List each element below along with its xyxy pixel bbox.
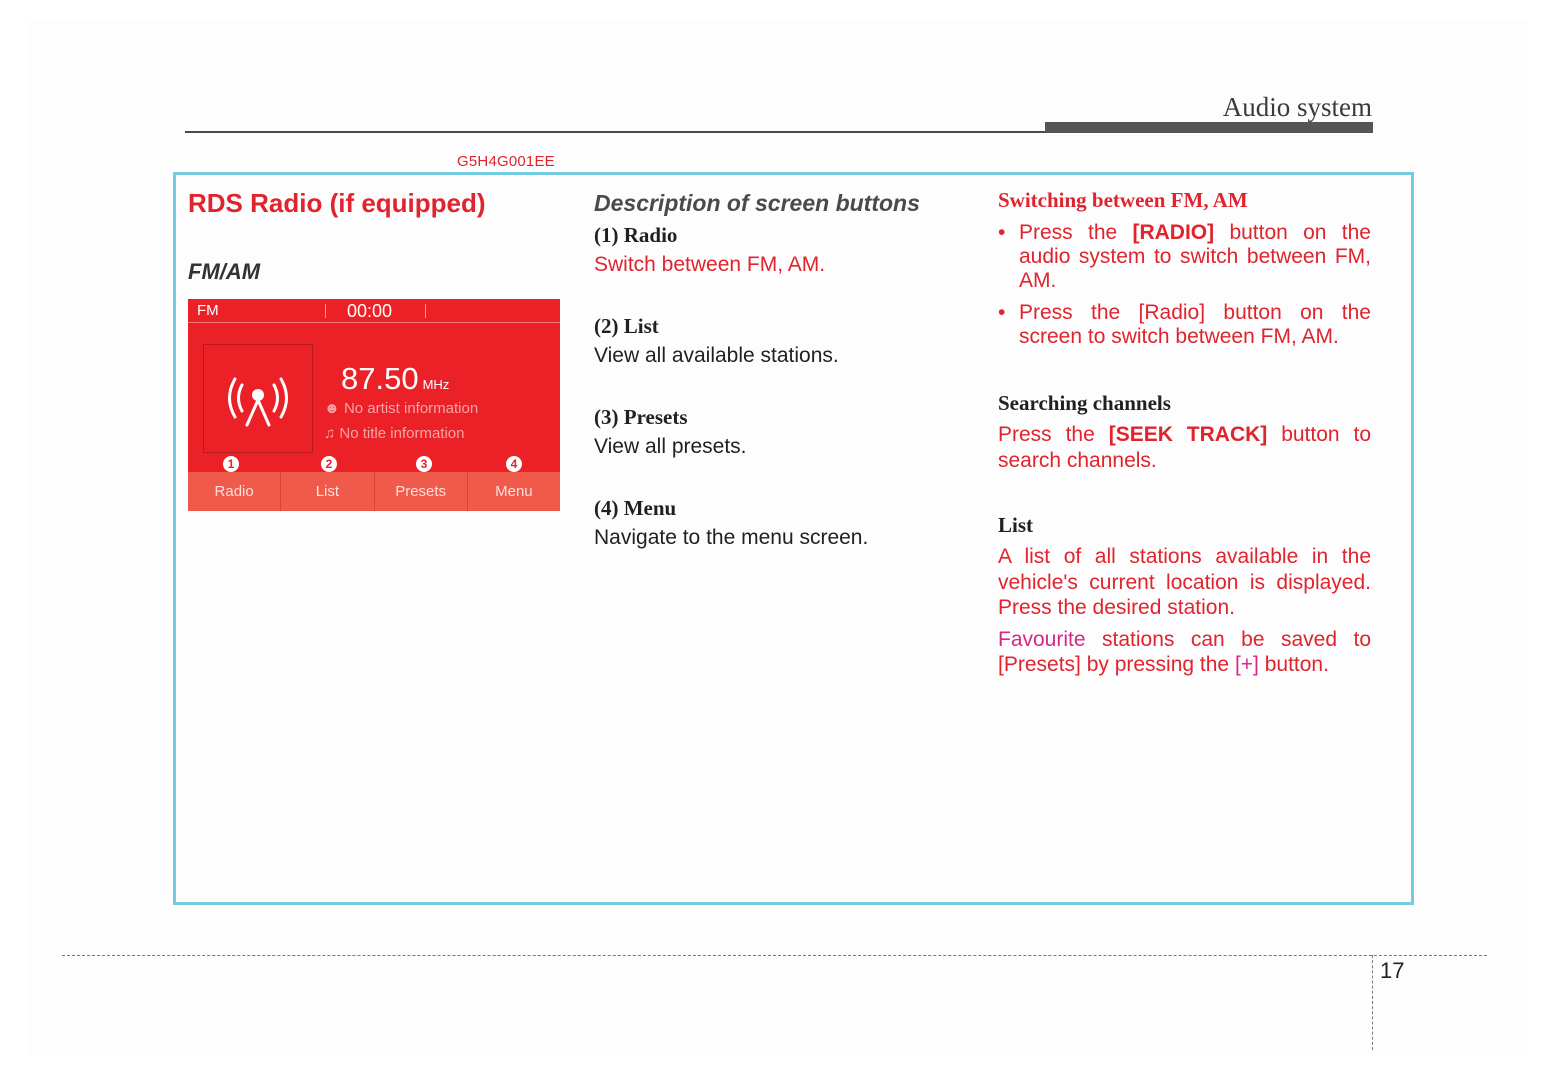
item-text: View all available stations. — [594, 344, 839, 367]
bullet-text: Press the — [1019, 221, 1133, 244]
radio-screen-illustration — [188, 299, 560, 511]
bullet-text: button on the audio system to switch between FM, AM. — [1019, 221, 1371, 292]
music-note-icon: ♫ — [324, 425, 336, 442]
favourite-word: Favourite — [998, 627, 1086, 651]
screen-button-row — [188, 472, 560, 511]
badge-4: 4 — [506, 456, 522, 472]
screen-presets-button: Presets — [375, 472, 468, 511]
search-text: button to search channels. — [998, 423, 1371, 472]
item-head: (1) Radio — [594, 223, 678, 247]
item-head: (4) Menu — [594, 496, 677, 520]
section-subtitle: FM/AM — [188, 259, 261, 284]
bullet-bold-text: [RADIO] — [1132, 221, 1215, 244]
badge-1: 1 — [223, 456, 239, 472]
item-text: Switch between FM, AM. — [594, 253, 826, 276]
radio-antenna-icon — [203, 344, 313, 453]
searching-text — [998, 422, 1371, 473]
item-head: (3) Presets — [594, 405, 688, 429]
favourite-tail: button. — [1258, 653, 1329, 676]
column-middle — [594, 188, 974, 551]
column-right — [998, 188, 1371, 678]
switching-bullets — [998, 221, 1371, 349]
item-menu — [594, 496, 974, 551]
title-info — [324, 425, 464, 442]
search-text: Press the — [998, 423, 1109, 446]
list-heading: List — [998, 513, 1034, 537]
badge-2: 2 — [321, 456, 337, 472]
plus-button-label: [+] — [1234, 653, 1259, 676]
item-text: View all presets. — [594, 435, 747, 458]
footer-dashed-divider — [1372, 955, 1373, 1050]
page-number: 17 — [1380, 958, 1405, 983]
frequency-display — [341, 361, 449, 397]
footer-dashed-rule — [62, 955, 1487, 956]
bullet-item — [998, 221, 1371, 293]
band-label: FM — [197, 302, 219, 319]
frequency-value: 87.50 — [341, 361, 419, 396]
favourite-text — [998, 627, 1371, 678]
list-text: A list of all stations available in the vehicle's current location is displayed. Press the desired station. — [998, 545, 1371, 619]
status-bar — [188, 299, 560, 323]
artist-info — [324, 400, 478, 417]
header-bar — [1045, 122, 1373, 133]
screen-list-button: List — [281, 472, 374, 511]
frequency-unit: MHz — [422, 377, 450, 392]
bullet-item: • Press the [Radio] button on the screen to switch between FM, AM. — [998, 301, 1371, 349]
column-left — [188, 188, 568, 285]
badge-3: 3 — [416, 456, 432, 472]
searching-heading: Searching channels — [998, 391, 1171, 415]
status-divider — [425, 304, 426, 318]
search-bold-text: [SEEK TRACK] — [1108, 423, 1268, 446]
item-presets — [594, 405, 974, 460]
item-radio — [594, 223, 974, 278]
item-head: (2) List — [594, 314, 659, 338]
title-info-text: No title information — [339, 425, 465, 442]
header-title: Audio system — [1222, 92, 1372, 122]
item-list — [594, 314, 974, 369]
screen-menu-button: Menu — [468, 472, 560, 511]
switching-heading: Switching between FM, AM — [998, 188, 1248, 212]
clock-label: 00:00 — [347, 301, 393, 321]
favourite-body: stations can be saved to [Presets] by pressing the — [998, 627, 1371, 676]
description-heading: Description of screen buttons — [594, 190, 920, 216]
status-divider — [325, 304, 326, 318]
item-text: Navigate to the menu screen. — [594, 526, 869, 549]
person-icon: ☻ — [324, 400, 340, 417]
artist-info-text: No artist information — [343, 400, 479, 417]
section-title: RDS Radio (if equipped) — [188, 188, 486, 218]
screen-radio-button: Radio — [188, 472, 281, 511]
section-code: G5H4G001EE — [457, 153, 555, 170]
